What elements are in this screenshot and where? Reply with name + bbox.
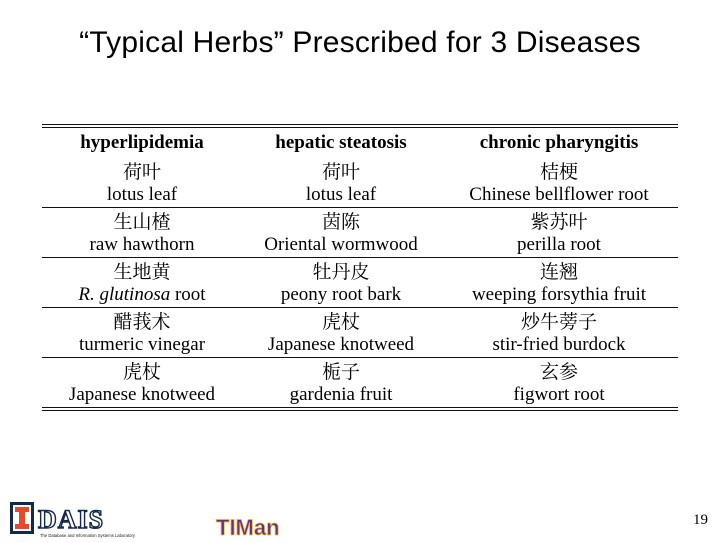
herb-english-name: perilla root (517, 233, 601, 255)
herb-english-name: Japanese knotweed (267, 333, 415, 355)
herb-chinese-name: 炒牛蒡子 (520, 311, 597, 333)
herb-chinese-name: 荷叶 (122, 161, 161, 183)
slide-title: “Typical Herbs” Prescribed for 3 Diseases (79, 26, 641, 59)
herb-table (42, 124, 678, 411)
dais-wordmark: DAIS (38, 505, 105, 534)
herb-english-name: lotus leaf (305, 183, 377, 205)
lab-name: The Database and Information Systems Laboratory (40, 533, 135, 538)
page-number: 19 (693, 512, 708, 528)
herb-english-name: Oriental wormwood (264, 233, 418, 255)
species-name-suffix: root (170, 283, 206, 305)
table-row (42, 258, 678, 307)
herb-chinese-name: 虎杖 (122, 361, 161, 383)
herb-chinese-name: 生山楂 (113, 211, 171, 233)
herb-english-name (42, 284, 242, 306)
herb-english-name: turmeric vinegar (78, 333, 206, 355)
footer-logos (8, 498, 280, 540)
dais-logo (8, 498, 280, 540)
table-row (42, 358, 678, 407)
herb-chinese-name: 紫苏叶 (530, 211, 588, 233)
species-name-italic: R. glutinosa (78, 283, 171, 305)
table-header-row (42, 128, 678, 158)
herb-chinese-name: 玄参 (539, 361, 578, 383)
herb-chinese-name: 茵陈 (321, 211, 360, 233)
table-row (42, 158, 678, 207)
table-bottom-rule (42, 407, 678, 408)
herb-english-name: figwort root (513, 383, 605, 405)
header-hepatic-steatosis: hepatic steatosis (275, 132, 407, 153)
herb-english-name: gardenia fruit (289, 383, 393, 405)
herb-chinese-name: 虎杖 (321, 311, 360, 333)
header-hyperlipidemia: hyperlipidemia (80, 132, 204, 153)
herb-chinese-name: 栀子 (321, 361, 360, 383)
herb-chinese-name: 荷叶 (321, 161, 360, 183)
herb-english-name: lotus leaf (106, 183, 178, 205)
herb-english-name: weeping forsythia fruit (471, 283, 647, 305)
herb-english-name: peony root bark (280, 283, 402, 305)
herb-chinese-name: 生地黄 (113, 261, 171, 283)
herb-chinese-name: 桔梗 (539, 161, 578, 183)
table-top-rule (42, 124, 678, 125)
herb-chinese-name: 牡丹皮 (312, 261, 370, 283)
timan-wordmark: TIMan (216, 515, 280, 540)
herb-english-name: Japanese knotweed (68, 383, 216, 405)
header-chronic-pharyngitis: chronic pharyngitis (479, 132, 639, 153)
table-row (42, 208, 678, 257)
herb-chinese-name: 连翘 (539, 261, 578, 283)
table-row (42, 308, 678, 357)
herb-chinese-name: 醋莪术 (113, 311, 171, 333)
table-bottom-rule-2 (42, 410, 678, 411)
herb-english-name: raw hawthorn (89, 233, 195, 255)
herb-english-name: stir-fried burdock (492, 333, 626, 355)
herb-english-name: Chinese bellflower root (469, 183, 649, 205)
